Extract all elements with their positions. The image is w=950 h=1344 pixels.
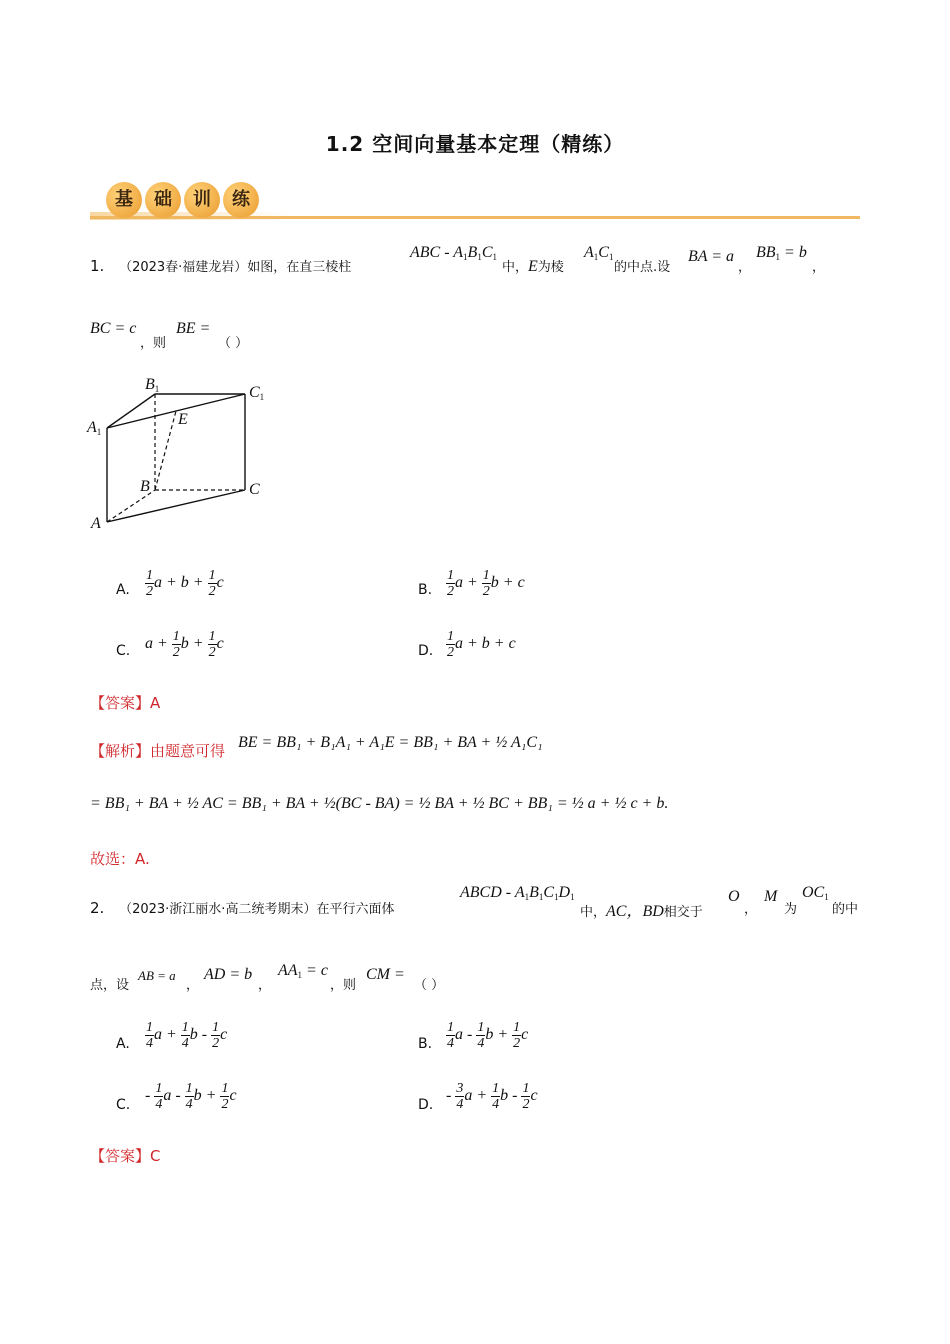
q2-for: 为 [784,902,798,917]
q1-option-a[interactable]: $\frac{1}{2}$ a + b + $\frac{1}{2}$ c [146,568,224,599]
q2-comma: ， [744,902,758,917]
q1-midpoint-text: 的中点.设 [614,260,671,275]
segment-b-e [155,411,176,490]
q1-bc: BC = c [90,320,137,337]
edge-a-c [107,490,245,522]
q2-option-d-label[interactable]: D. [418,1097,434,1113]
banner-char-2: 础 [145,182,181,218]
q1-ba: BA = a [688,248,735,265]
q2-option-d[interactable]: - $\frac{3}{4}$ a + $\frac{1}{4}$ b - $\frac{1}{2}$ c [446,1081,538,1112]
q2-option-a[interactable]: $\frac{1}{4}$ a + $\frac{1}{4}$ b - $\frac{1}{2}$ c [146,1020,228,1051]
edge-a1-c1 [107,394,245,428]
q2-paren: （ ） [414,978,445,993]
q1-analysis-line2: = BB₁ + BA + ½ AC = BB₁ + BA + ½(BC - BA) = ½ BA + ½ BC + BB₁ = ½ a + ½ c + b. [90,795,669,812]
q2-oc1: $OC_1$ [802,884,829,902]
q1-bb1: $BB_1 = b$ [756,244,807,262]
q2-answer: 【答案】C [90,1147,161,1165]
banner-char-3: 训 [184,182,220,218]
q2-option-b[interactable]: $\frac{1}{4}$ a - $\frac{1}{4}$ b + $\frac{1}{2}$ c [447,1020,529,1051]
q1-analysis-intro: 【解析】由题意可得 [90,742,226,760]
q2-o: O [728,888,740,905]
q1-paren: （ ） [218,336,249,351]
q1-option-c[interactable]: a + $\frac{1}{2}$ b + $\frac{1}{2}$ c [145,629,224,660]
q1-prism-figure [85,372,285,537]
label-b1: B1 [145,376,160,394]
q1-stem-line1 [90,256,351,275]
q1-answer: 【答案】A [90,694,161,712]
q2-text-line1-end: 的中 [832,902,859,917]
q1-option-b[interactable]: $\frac{1}{2}$ a + $\frac{1}{2}$ b + c [447,568,525,599]
edge-a1-b1 [107,394,155,428]
q2-line2-start: 点，设 [90,978,130,993]
banner-char-1: 基 [106,182,142,218]
q2-ab: AB = a [138,968,176,983]
q2-m: M [764,888,778,905]
q1-mid-text: 中，E为棱 [502,258,564,275]
q2-option-b-label[interactable]: B. [418,1036,433,1052]
q2-ad: AD = b [204,966,253,983]
label-e: E [178,411,188,428]
q1-option-d[interactable]: $\frac{1}{2}$ a + b + c [447,629,516,660]
q1-analysis-line1: BE = BB₁ + B₁A₁ + A₁E = BB₁ + BA + ½ A₁C₁ [238,734,543,751]
q1-source: （2023春·福建龙岩）如图，在直三棱柱 [119,260,352,275]
q1-number: 1. [90,257,105,275]
q2-source: （2023·浙江丽水·高二统考期末）在平行六面体 [119,902,395,917]
q1-prism: ABC - $A_1B_1C_1$ [410,244,497,262]
q1-option-c-label[interactable]: C. [116,643,131,659]
q2-option-c[interactable]: - $\frac{1}{4}$ a - $\frac{1}{4}$ b + $\frac{1}{2}$ c [145,1081,237,1112]
q1-comma-2: ， [812,260,826,275]
q2-aa1: $AA_1 = c$ [278,962,328,980]
label-c: C [249,481,260,498]
label-a1: A1 [87,419,102,437]
label-c1: C1 [249,384,265,402]
q1-comma-1: ， [738,260,752,275]
label-b: B [140,478,150,495]
q2-cm: CM = [366,966,405,983]
q1-option-d-label[interactable]: D. [418,643,434,659]
q1-option-a-label[interactable]: A. [116,582,130,598]
q2-option-a-label[interactable]: A. [116,1036,130,1052]
label-a: A [91,515,101,532]
q1-option-b-label[interactable]: B. [418,582,433,598]
q1-be: BE = [176,320,211,337]
banner-char-4: 练 [223,182,259,218]
q2-comma-2: ， [258,978,272,993]
q2-then: ，则 [330,978,357,993]
q1-conclusion: 故选：A. [90,850,150,868]
q2-number: 2. [90,899,105,917]
q1-then: ，则 [140,336,167,351]
q2-comma-1: ， [186,978,200,993]
q2-solid: ABCD - $A_1B_1C_1D_1$ [460,884,575,902]
page-title: 1.2 空间向量基本定理（精练） [325,132,625,156]
q2-text-line1: 中，AC，BD相交于 [580,903,703,920]
q1-edge: $A_1C_1$ [584,244,614,262]
q2-stem-line1 [90,898,394,917]
q2-option-c-label[interactable]: C. [116,1097,131,1113]
